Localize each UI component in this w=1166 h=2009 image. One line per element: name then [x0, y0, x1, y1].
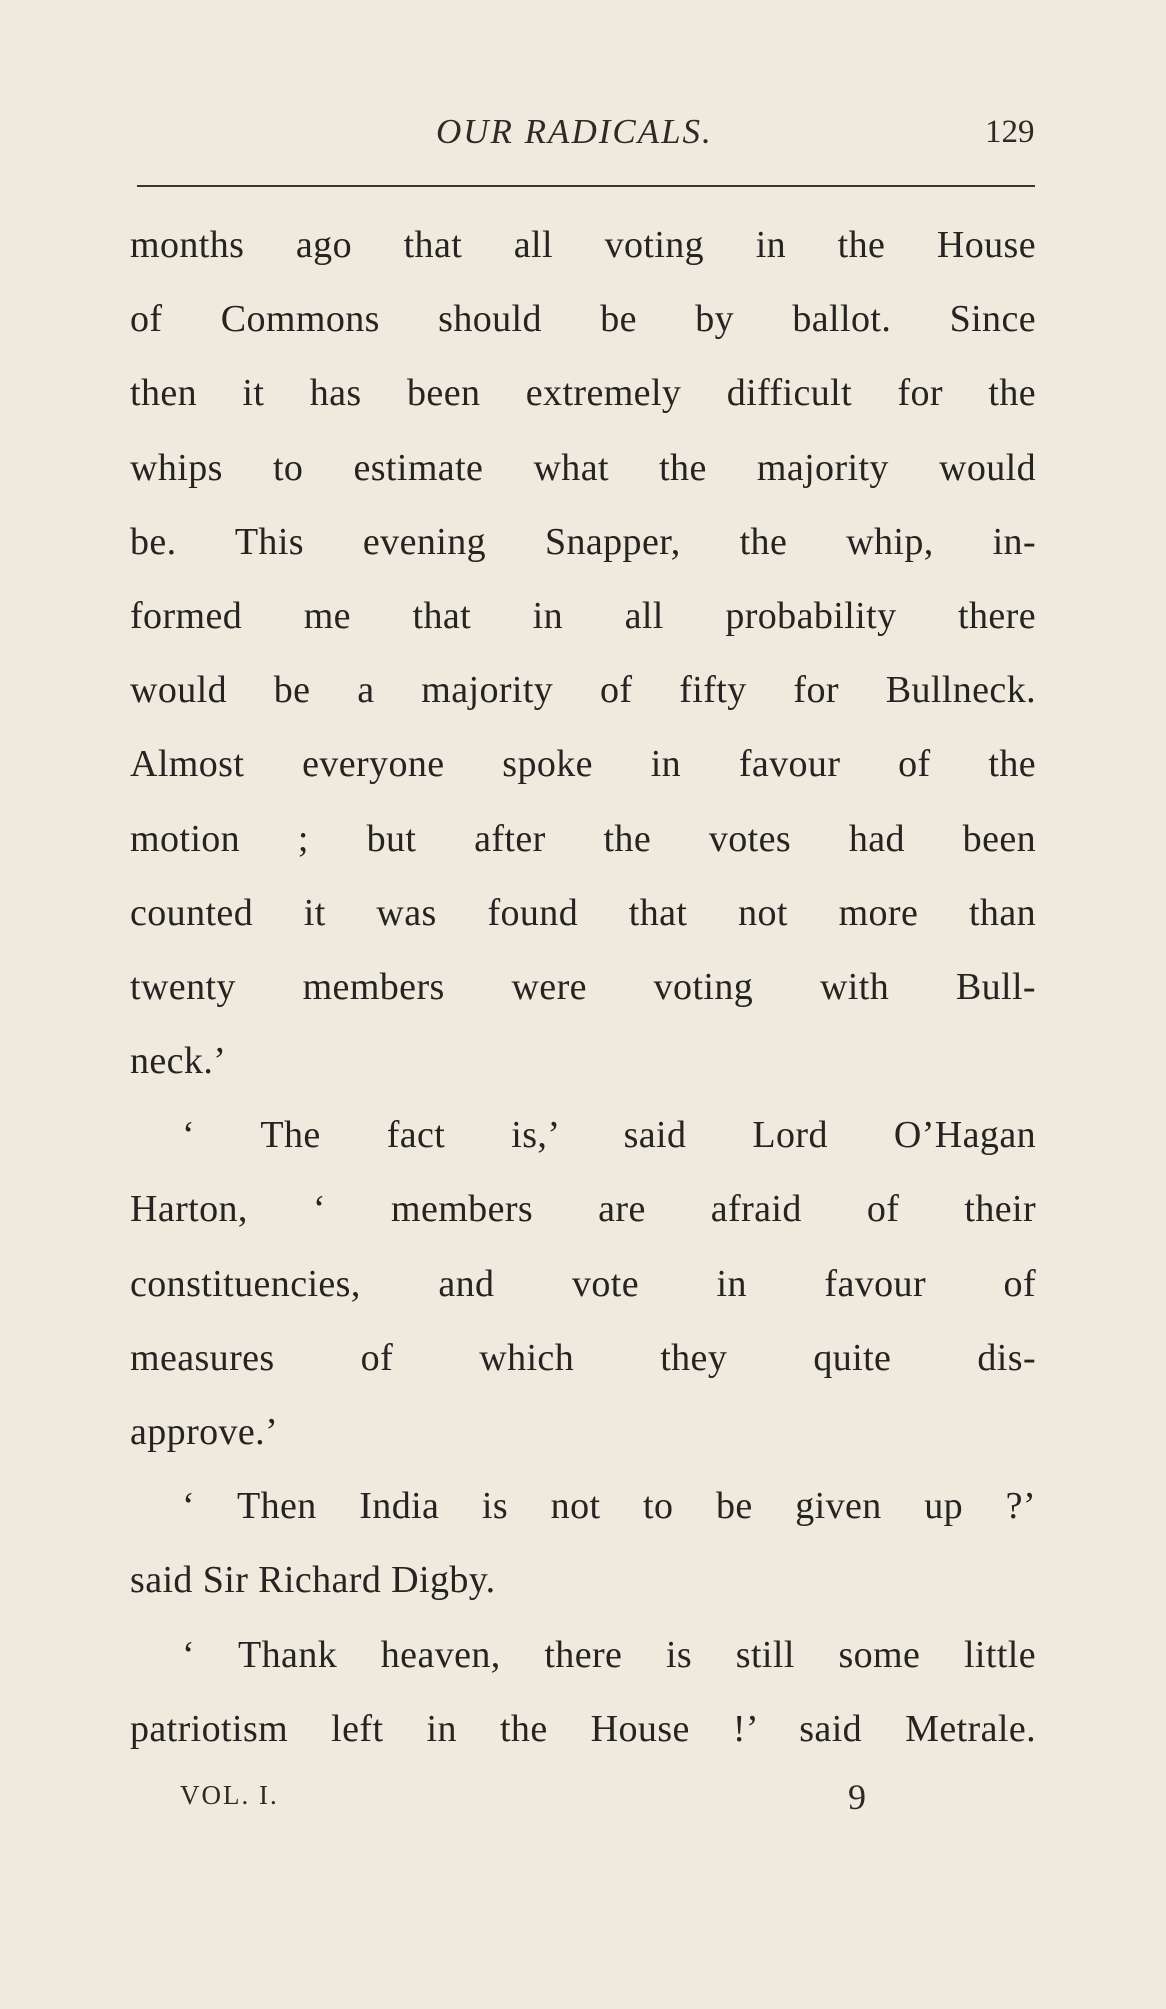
text-line: would be a majority of fifty for Bullneck.	[130, 669, 1036, 712]
running-title: OUR RADICALS.	[436, 112, 713, 151]
text-line: constituencies, and vote in favour of	[130, 1262, 1036, 1305]
body-text	[130, 208, 1036, 1766]
text-line: Almost everyone spoke in favour of the	[130, 743, 1036, 786]
text-line: whips to estimate what the majority would	[130, 446, 1036, 489]
text-line: months ago that all voting in the House	[130, 224, 1036, 266]
text-line: then it has been extremely difficult for the	[130, 372, 1036, 415]
text-line: approve.’	[130, 1411, 279, 1453]
signature-mark: 9	[848, 1777, 866, 1817]
text-line: twenty members were voting with Bull-	[130, 965, 1036, 1008]
text-line: patriotism left in the House !’ said Metrale.	[130, 1707, 1036, 1750]
text-line: counted it was found that not more than	[130, 891, 1036, 934]
text-line: of Commons should be by ballot. Since	[130, 298, 1036, 341]
text-line: neck.’	[130, 1040, 227, 1083]
text-line: ‘ The fact is,’ said Lord O’Hagan	[182, 1114, 1036, 1157]
text-line: formed me that in all probability there	[130, 594, 1036, 637]
text-line: ‘ Then India is not to be given up ?’	[182, 1485, 1036, 1528]
text-line: measures of which they quite dis-	[130, 1336, 1036, 1379]
text-line: motion ; but after the votes had been	[130, 817, 1036, 860]
volume-mark: VOL. I.	[180, 1780, 279, 1810]
header-rule	[137, 185, 1035, 187]
page-number: 129	[985, 114, 1035, 150]
text-line: be. This evening Snapper, the whip, in-	[130, 520, 1036, 563]
text-line: said Sir Richard Digby.	[130, 1559, 496, 1602]
page-footer	[0, 1777, 1166, 1830]
text-line: ‘ Thank heaven, there is still some little	[182, 1633, 1036, 1676]
text-line: Harton, ‘ members are afraid of their	[130, 1188, 1036, 1231]
running-head	[0, 112, 1166, 162]
